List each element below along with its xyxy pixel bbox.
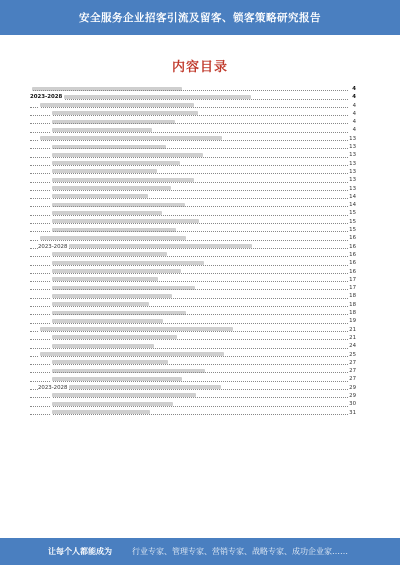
- toc-page-number: 13: [349, 177, 356, 184]
- leader-dots: [30, 406, 348, 407]
- toc-entry-label: [50, 277, 52, 283]
- toc-entry-label: [38, 103, 40, 109]
- toc-entry-label: [50, 302, 52, 308]
- toc-heading: 内容目录: [171, 60, 228, 75]
- toc-entry[interactable]: [30, 309, 356, 317]
- toc-page-number: 17: [349, 285, 356, 292]
- toc-page-number: 15: [349, 227, 356, 234]
- toc-entry-label: [50, 410, 52, 416]
- toc-entry-label: [50, 252, 52, 258]
- report-header: [0, 0, 400, 35]
- toc-entry-label: [50, 127, 52, 133]
- leader-dots: [30, 248, 348, 249]
- toc-entry[interactable]: [30, 126, 356, 134]
- toc-page-number: 16: [349, 243, 356, 250]
- toc-entry-label: [50, 219, 52, 225]
- leader-dots: [30, 148, 348, 149]
- toc-page-number: 27: [349, 376, 356, 383]
- toc-page-number: 14: [349, 193, 356, 200]
- leader-dots: [30, 182, 348, 183]
- leader-dots: [30, 173, 348, 174]
- toc-entry[interactable]: [30, 93, 356, 101]
- leader-dots: [30, 314, 348, 315]
- toc-entry[interactable]: [30, 143, 356, 151]
- report-title: 安全服务企业招客引流及留客、锁客策略研究报告: [79, 12, 321, 24]
- toc-entry[interactable]: [30, 259, 356, 267]
- leader-dots: [30, 273, 348, 274]
- toc-page-number: 16: [349, 260, 356, 267]
- toc-page-number: 15: [349, 218, 356, 225]
- leader-dots: [30, 281, 348, 282]
- leader-dots: [30, 372, 348, 373]
- leader-dots: [30, 265, 348, 266]
- toc-entry[interactable]: [30, 118, 356, 126]
- toc-entry-label: [50, 194, 52, 200]
- leader-dots: [30, 198, 348, 199]
- toc-entry[interactable]: [30, 342, 356, 350]
- toc-page-number: 4: [352, 102, 356, 109]
- toc-entry-label: [50, 343, 52, 349]
- toc-entry-label: [50, 401, 52, 407]
- toc-entry-label: [50, 210, 52, 216]
- toc-entry-label: [38, 352, 40, 358]
- toc-entry[interactable]: [30, 185, 356, 193]
- toc-entry[interactable]: [30, 168, 356, 176]
- toc-page-number: 19: [349, 318, 356, 325]
- leader-dots: [30, 190, 348, 191]
- leader-dots: [30, 323, 348, 324]
- toc-entry-label: 2023-2028: [38, 384, 68, 391]
- toc-page-number: 14: [349, 202, 356, 209]
- toc-entry[interactable]: [30, 176, 356, 184]
- leader-dots: [30, 231, 348, 232]
- toc-entry-label: [50, 202, 52, 208]
- toc-entry[interactable]: [30, 193, 356, 201]
- toc-page-number: 13: [349, 168, 356, 175]
- leader-dots: [30, 364, 348, 365]
- toc-page-number: 31: [349, 409, 356, 416]
- toc-page-number: 16: [349, 268, 356, 275]
- toc-entry-label: [38, 327, 40, 333]
- leader-dots: [30, 123, 348, 124]
- toc-page-number: 27: [349, 368, 356, 375]
- leader-dots: [30, 99, 348, 100]
- toc-entry[interactable]: [30, 301, 356, 309]
- toc-entry[interactable]: [30, 251, 356, 259]
- leader-dots: [30, 289, 348, 290]
- toc-entry[interactable]: [30, 375, 356, 383]
- toc-entry-label: 2023-2028: [30, 94, 63, 101]
- leader-dots: [30, 298, 348, 299]
- leader-dots: [30, 165, 348, 166]
- leader-dots: [30, 414, 348, 415]
- leader-dots: [30, 240, 348, 241]
- toc-page-number: 25: [349, 351, 356, 358]
- toc-entry-label: [38, 136, 40, 142]
- toc-entry-label: [50, 186, 52, 192]
- toc-page-number: 21: [349, 326, 356, 333]
- toc-entry-label: [50, 161, 52, 167]
- toc-entry[interactable]: [30, 135, 356, 143]
- leader-dots: [30, 339, 348, 340]
- toc-entry[interactable]: [30, 85, 356, 93]
- toc-entry-label: [38, 235, 40, 241]
- toc-page-number: 17: [349, 276, 356, 283]
- toc-entry[interactable]: [30, 317, 356, 325]
- toc-entry-label: [50, 152, 52, 158]
- toc-entry-label: [50, 177, 52, 183]
- toc-entry-label: [50, 144, 52, 150]
- leader-dots: [30, 389, 348, 390]
- leader-dots: [30, 107, 348, 108]
- toc-page-number: 13: [349, 144, 356, 151]
- toc-entry-label: [30, 86, 32, 92]
- toc-entry[interactable]: [30, 400, 356, 408]
- toc-page-number: 27: [349, 359, 356, 366]
- toc-entry[interactable]: [30, 160, 356, 168]
- leader-dots: [30, 306, 348, 307]
- toc-entry[interactable]: [30, 409, 356, 417]
- toc-entry-label: 2023-2028: [38, 243, 68, 250]
- toc-entry[interactable]: [30, 110, 356, 118]
- leader-dots: [30, 256, 348, 257]
- toc-entry-label: [50, 376, 52, 382]
- toc-entry-label: [50, 293, 52, 299]
- toc-page-number: 4: [352, 86, 356, 92]
- toc-entry-label: [50, 119, 52, 125]
- toc-entry[interactable]: [30, 234, 356, 242]
- toc-page-number: 29: [349, 384, 356, 391]
- toc-entry[interactable]: [30, 276, 356, 284]
- toc-entry[interactable]: [30, 334, 356, 342]
- leader-dots: [30, 356, 348, 357]
- report-footer: [0, 538, 400, 565]
- toc-page-number: 18: [349, 301, 356, 308]
- toc-page-number: 24: [349, 343, 356, 350]
- toc-entry-label: [50, 360, 52, 366]
- leader-dots: [30, 206, 348, 207]
- toc-entry-label: [50, 310, 52, 316]
- toc-entry-label: [50, 393, 52, 399]
- toc-entry[interactable]: [30, 209, 356, 217]
- footer-slogan-left: 让每个人都能成为: [48, 547, 112, 556]
- toc-entry-label: [50, 318, 52, 324]
- toc-page-number: 4: [352, 94, 356, 101]
- toc-page-number: 16: [349, 251, 356, 258]
- toc-page-number: 4: [352, 110, 356, 117]
- leader-dots: [30, 397, 348, 398]
- leader-dots: [30, 215, 348, 216]
- table-of-contents: [30, 85, 356, 417]
- toc-page-number: 13: [349, 135, 356, 142]
- leader-dots: [30, 132, 348, 133]
- toc-entry-label: [50, 169, 52, 175]
- toc-page-number: 21: [349, 334, 356, 341]
- toc-entry[interactable]: [30, 268, 356, 276]
- toc-page-number: 4: [352, 119, 356, 126]
- toc-page-number: 13: [349, 185, 356, 192]
- leader-dots: [30, 90, 348, 91]
- toc-entry[interactable]: [30, 292, 356, 300]
- toc-page-number: 30: [349, 401, 356, 408]
- toc-entry[interactable]: [30, 359, 356, 367]
- toc-page-number: 18: [349, 310, 356, 317]
- toc-entry[interactable]: [30, 392, 356, 400]
- toc-entry-label: [50, 285, 52, 291]
- footer-slogan-right: 行业专家、管理专家、营销专家、战略专家、成功企业家……: [132, 547, 348, 556]
- toc-entry[interactable]: [30, 102, 356, 110]
- toc-entry-label: [50, 269, 52, 275]
- toc-page-number: 18: [349, 293, 356, 300]
- toc-entry-label: [50, 227, 52, 233]
- toc-entry-label: [50, 260, 52, 266]
- toc-entry[interactable]: [30, 351, 356, 359]
- leader-dots: [30, 223, 348, 224]
- leader-dots: [30, 115, 348, 116]
- toc-entry[interactable]: [30, 326, 356, 334]
- toc-page-number: 13: [349, 152, 356, 159]
- toc-page-number: 29: [349, 392, 356, 399]
- toc-entry[interactable]: [30, 284, 356, 292]
- toc-entry[interactable]: [30, 243, 356, 251]
- toc-entry-label: [50, 111, 52, 117]
- toc-page-number: 15: [349, 210, 356, 217]
- toc-entry-label: [50, 368, 52, 374]
- toc-page-number: 13: [349, 160, 356, 167]
- toc-entry[interactable]: [30, 218, 356, 226]
- toc-entry[interactable]: [30, 367, 356, 375]
- toc-entry-label: [50, 335, 52, 341]
- leader-dots: [30, 348, 348, 349]
- toc-page-number: 4: [352, 127, 356, 134]
- leader-dots: [30, 331, 348, 332]
- leader-dots: [30, 157, 348, 158]
- leader-dots: [30, 140, 348, 141]
- leader-dots: [30, 381, 348, 382]
- toc-entry[interactable]: [30, 151, 356, 159]
- toc-entry[interactable]: [30, 384, 356, 392]
- toc-entry[interactable]: [30, 226, 356, 234]
- toc-entry[interactable]: [30, 201, 356, 209]
- toc-page-number: 16: [349, 235, 356, 242]
